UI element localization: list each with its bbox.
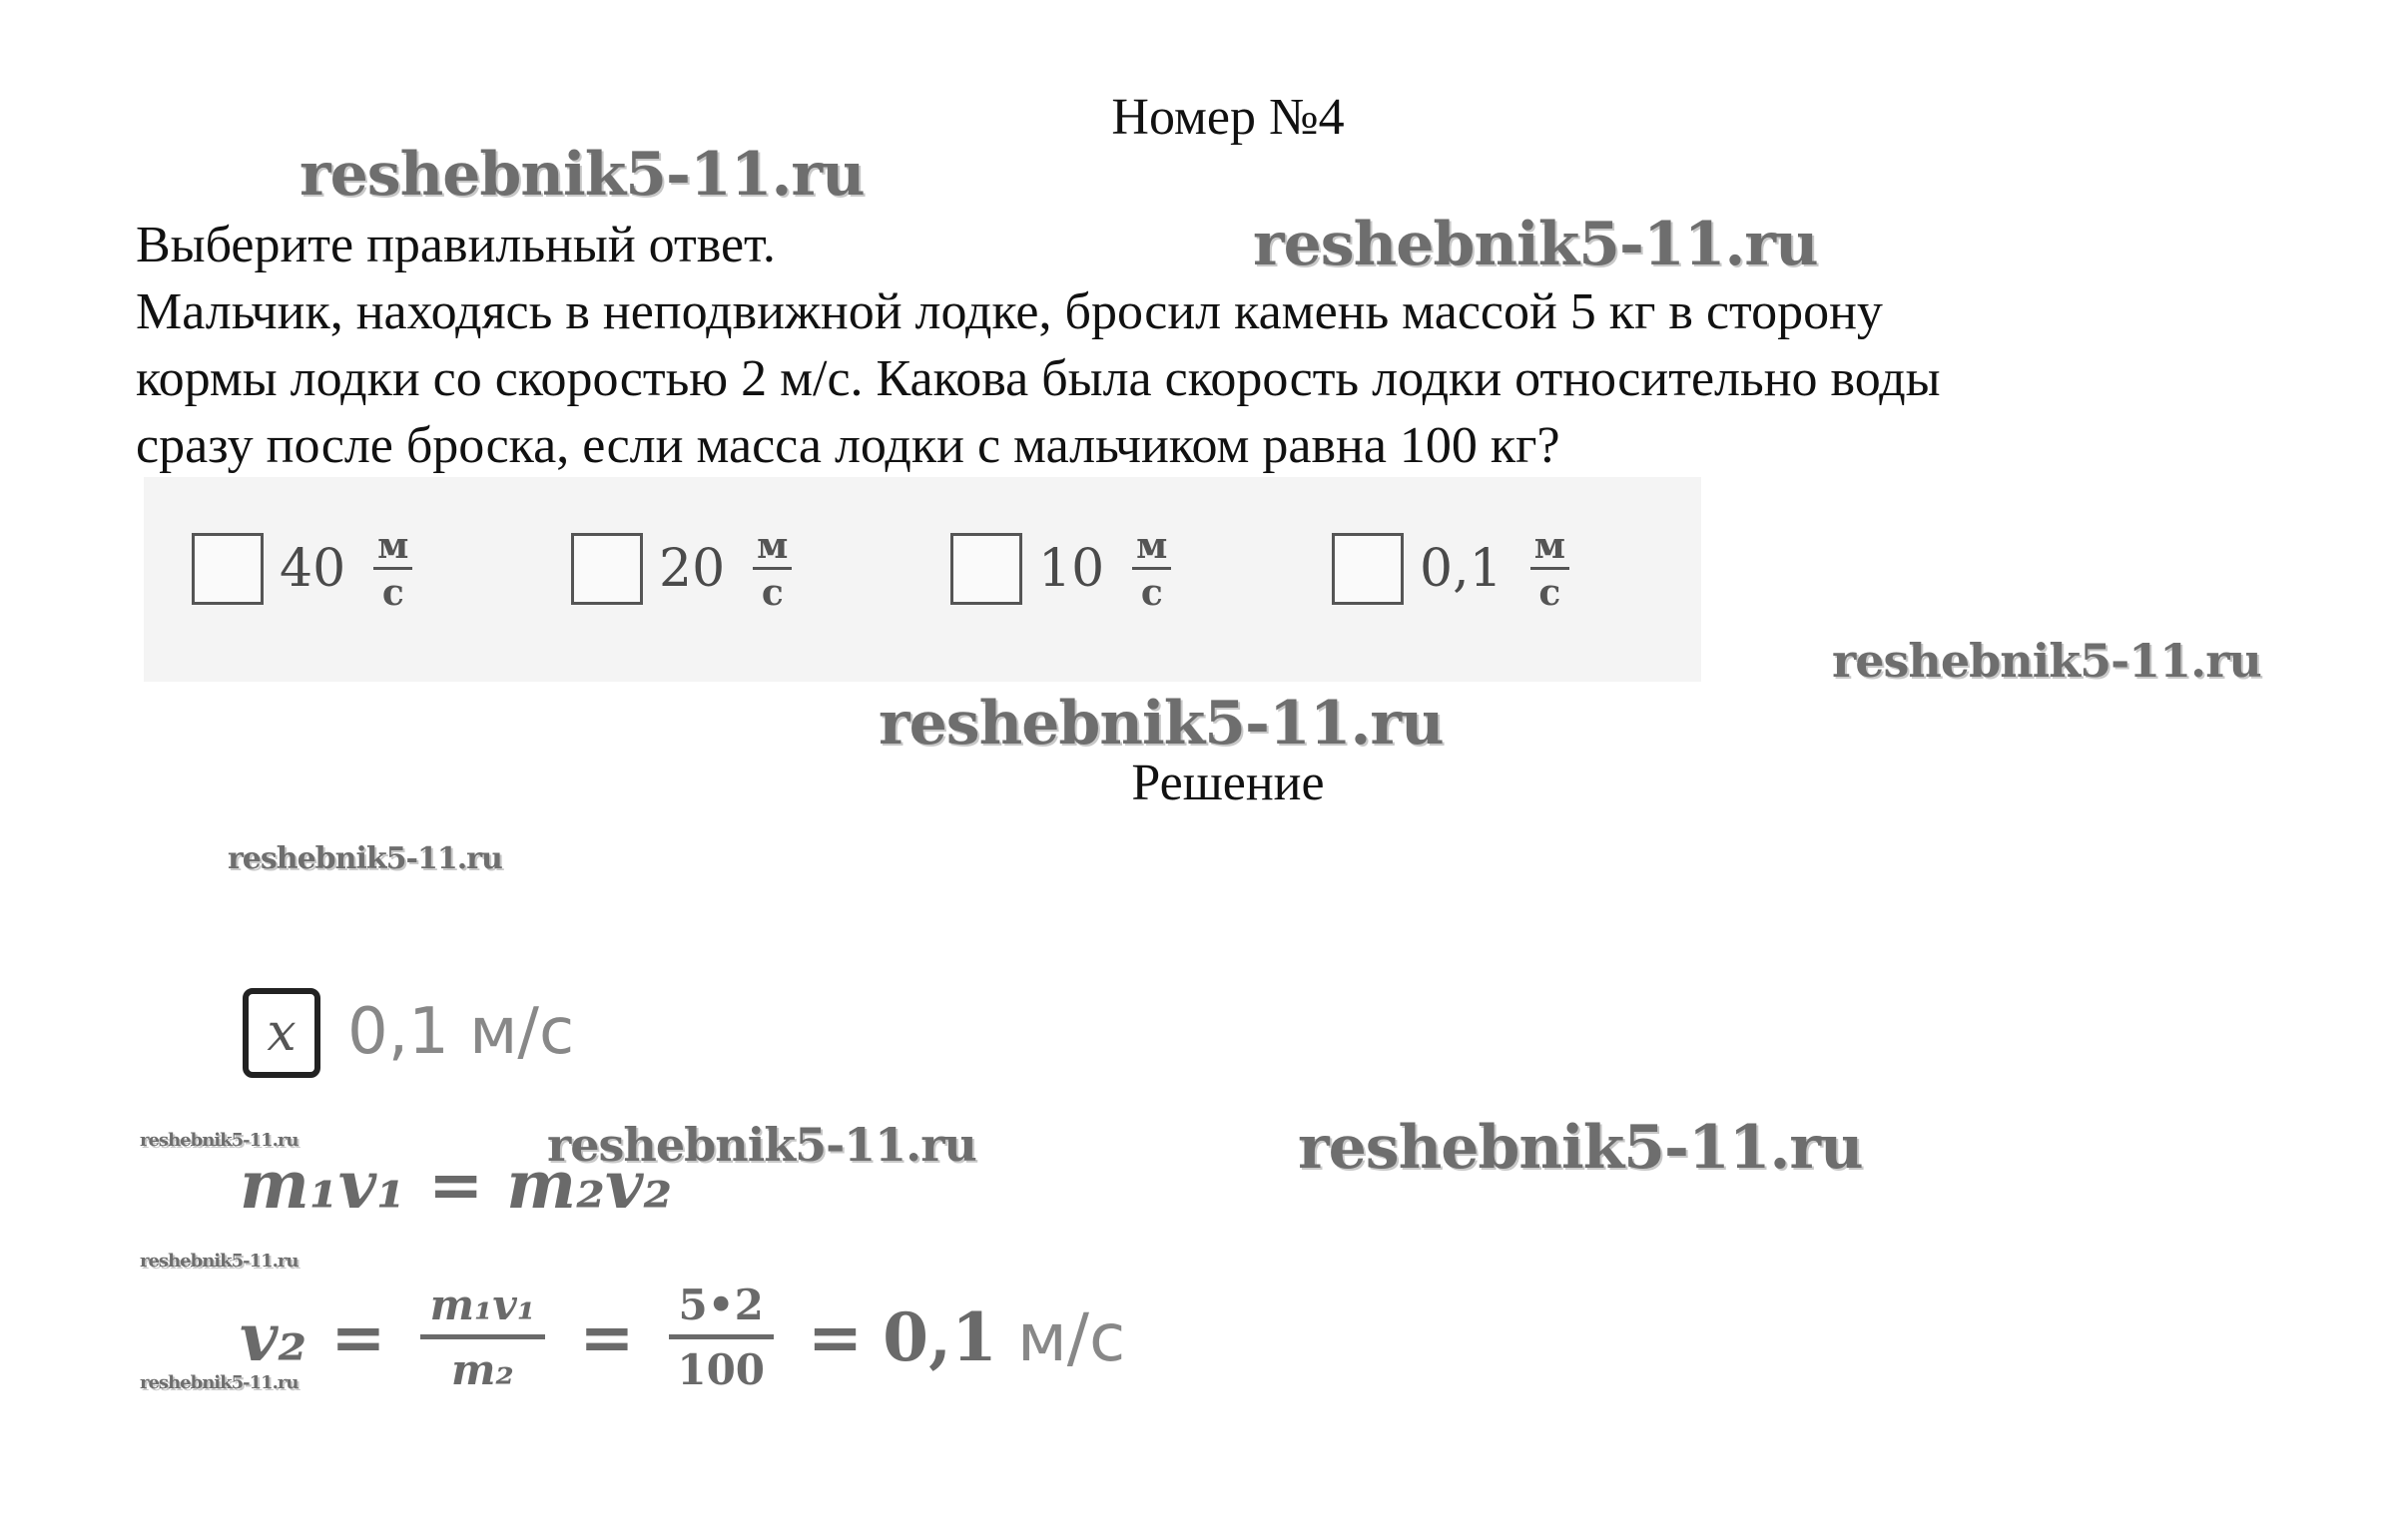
answer-option[interactable] bbox=[950, 519, 1171, 619]
watermark: reshebnik5-11.ru bbox=[1298, 1113, 1863, 1183]
option-value: 10 bbox=[1038, 539, 1105, 599]
equation-momentum: m₁v₁ = m₂v₂ bbox=[240, 1146, 673, 1224]
unit-numerator: м bbox=[373, 527, 412, 570]
watermark: reshebnik5-11.ru bbox=[140, 1372, 299, 1393]
checkbox[interactable] bbox=[192, 533, 264, 605]
watermark: reshebnik5-11.ru bbox=[879, 689, 1444, 759]
question-line: кормы лодки со скоростью 2 м/с. Какова была скорость лодки относительно воды bbox=[136, 350, 1941, 407]
fraction-denominator: m₂ bbox=[450, 1344, 514, 1394]
equation-lhs: v₂ bbox=[240, 1298, 307, 1376]
option-value: 20 bbox=[659, 539, 726, 599]
unit-numerator: м bbox=[1132, 527, 1171, 570]
equals-sign: = bbox=[579, 1298, 635, 1376]
fraction-denominator: 100 bbox=[677, 1344, 766, 1394]
watermark: reshebnik5-11.ru bbox=[1253, 210, 1818, 279]
answer-options bbox=[144, 477, 1701, 682]
unit-fraction bbox=[1530, 524, 1569, 614]
answer-text: 0,1 м/с bbox=[347, 995, 575, 1069]
unit-fraction bbox=[373, 524, 412, 614]
checkbox[interactable] bbox=[571, 533, 643, 605]
instruction-text: Выберите правильный ответ. bbox=[136, 217, 776, 273]
unit-fraction bbox=[1132, 524, 1171, 614]
page-title: Номер №4 bbox=[1111, 89, 1345, 146]
option-value: 40 bbox=[280, 539, 346, 599]
answer-option[interactable] bbox=[1332, 519, 1569, 619]
watermark: reshebnik5-11.ru bbox=[547, 1118, 976, 1172]
unit-denominator: с bbox=[1140, 571, 1163, 614]
result-value: 0,1 bbox=[883, 1298, 997, 1376]
unit-denominator: с bbox=[1538, 571, 1561, 614]
watermark: reshebnik5-11.ru bbox=[1832, 634, 2261, 688]
watermark: reshebnik5-11.ru bbox=[140, 1130, 299, 1151]
watermark: reshebnik5-11.ru bbox=[300, 140, 865, 210]
fraction-numerator: 5•2 bbox=[669, 1281, 774, 1339]
unit-denominator: с bbox=[381, 571, 404, 614]
fraction-numerator: m₁v₁ bbox=[420, 1281, 546, 1339]
checkbox[interactable] bbox=[1332, 533, 1404, 605]
unit-numerator: м bbox=[1530, 527, 1569, 570]
equals-sign: = bbox=[807, 1298, 864, 1376]
result-unit: м/с bbox=[1016, 1298, 1126, 1376]
equals-sign: = bbox=[330, 1298, 386, 1376]
unit-denominator: с bbox=[761, 571, 784, 614]
question-line: Мальчик, находясь в неподвижной лодке, бросил камень массой 5 кг в сторону bbox=[136, 283, 1883, 340]
option-value: 0,1 bbox=[1420, 539, 1503, 599]
fraction-numeric bbox=[669, 1281, 774, 1395]
answer-checkbox-checked: x bbox=[243, 988, 320, 1078]
checkbox[interactable] bbox=[950, 533, 1022, 605]
answer-option[interactable] bbox=[192, 519, 412, 619]
solution-title: Решение bbox=[1131, 755, 1325, 811]
equation-velocity bbox=[240, 1273, 1125, 1402]
watermark: reshebnik5-11.ru bbox=[228, 841, 502, 876]
fraction-symbolic bbox=[420, 1281, 546, 1395]
unit-numerator: м bbox=[753, 527, 792, 570]
unit-fraction bbox=[753, 524, 792, 614]
question-line: сразу после броска, если масса лодки с мальчиком равна 100 кг? bbox=[136, 417, 1560, 474]
answer-option[interactable] bbox=[571, 519, 792, 619]
watermark: reshebnik5-11.ru bbox=[140, 1251, 299, 1272]
